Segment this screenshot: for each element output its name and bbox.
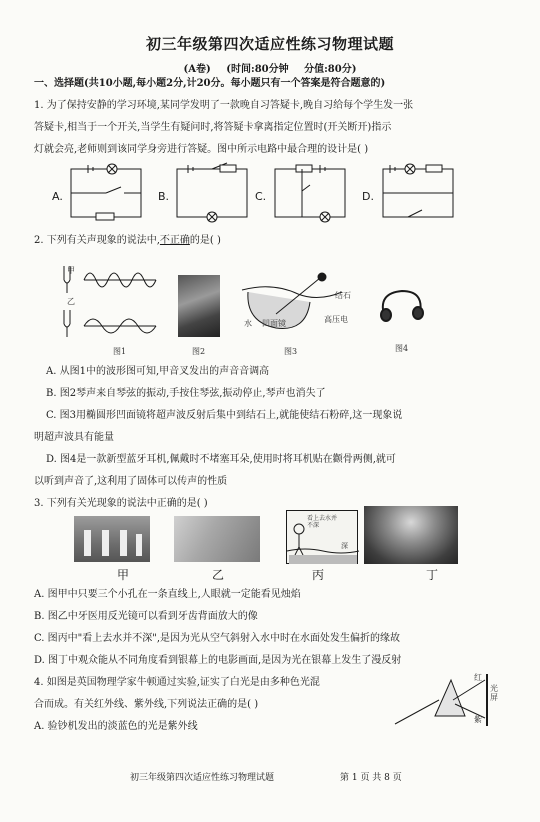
- q1-circuit-a: [66, 163, 146, 223]
- q1-circuit-b: [172, 163, 252, 223]
- q3-caption-yi: 乙: [212, 568, 225, 582]
- q2-fig1-waveforms: [60, 260, 160, 342]
- q3-cartoon-speech: 看上去水并不深: [307, 515, 338, 529]
- q2-fig3-label-water: 水: [244, 319, 252, 328]
- q2-fig1-label-yi: 乙: [67, 297, 75, 306]
- q2-fig3-label-voltage: 高压电: [324, 315, 348, 324]
- q2-option-c: C. 图3用椭圆形凹面镜将超声波反射后集中到结石上,就能使结石粉碎,这一现象说: [46, 410, 403, 421]
- q4-label-screen: 光屏: [490, 684, 498, 702]
- q1-option-d-label: D.: [362, 190, 374, 203]
- q4-line-1: 4. 如图是英国物理学家牛顿通过实验,证实了白光是由多种色光混: [34, 677, 320, 688]
- q1-circuit-d: [378, 163, 458, 223]
- q4-label-violet: 紫: [474, 715, 482, 724]
- q2-stem-emphasis: 不正确: [159, 235, 190, 246]
- section-heading: 一、选择题(共10小题,每小题2分,计20分。每小题只有一个答案是符合题意的): [34, 78, 386, 89]
- exam-title: 初三年级第四次适应性练习物理试题: [145, 35, 394, 53]
- q1-line-1: 1. 为了保持安静的学习环境,某同学发明了一款晚自习答疑卡,晚自习给每个学生发一张: [34, 100, 414, 111]
- q2-caption-fig3: 图3: [284, 347, 298, 356]
- q3-cartoon-deep: 深: [341, 542, 348, 550]
- q4-option-a: A. 验钞机发出的淡蓝色的光是紫外线: [34, 721, 198, 732]
- q3-photo-yi-dentist: [174, 516, 260, 562]
- q1-line-2: 答疑卡,相当于一个开关,当学生有疑问时,将答疑卡拿离指定位置时(开关断开)指示: [34, 122, 392, 133]
- footer-title: 初三年级第四次适应性练习物理试题: [130, 773, 275, 783]
- q3-caption-jia: 甲: [117, 568, 130, 582]
- q4-line-2: 合而成。有关红外线、紫外线,下列说法正确的是( ): [34, 699, 259, 710]
- q3-stem: 3. 下列有关光现象的说法中正确的是( ): [34, 498, 208, 509]
- q1-line-3: 灯就会亮,老师则到该同学身旁进行答疑。图中所示电路中最合理的设计是( ): [34, 144, 369, 155]
- q2-fig4-headphone: [376, 285, 426, 325]
- q2-caption-fig4: 图4: [395, 344, 409, 353]
- footer-page-number: 第 1 页 共 8 页: [340, 773, 402, 783]
- q3-option-c: C. 图丙中"看上去水并不深",是因为光从空气斜射入水中时在水面处发生偏折的缘故: [34, 633, 401, 644]
- q3-caption-bing: 丙: [312, 568, 325, 582]
- q3-option-a: A. 图甲中只要三个小孔在一条直线上,人眼就一定能看见烛焰: [34, 589, 301, 600]
- q1-option-b-label: B.: [158, 190, 170, 203]
- q2-option-a: A. 从图1中的波形图可知,甲音叉发出的声音音调高: [46, 366, 270, 377]
- q3-option-b: B. 图乙中牙医用反光镜可以看到牙齿背面放大的像: [34, 611, 258, 622]
- q2-fig2-guitar-photo: [178, 275, 220, 337]
- q3-photo-ding-cinema: [364, 506, 458, 564]
- q2-fig3-label-mirror: 凹面镜: [262, 319, 286, 328]
- q1-option-a-label: A.: [52, 190, 63, 203]
- q1-option-c-label: C.: [255, 190, 267, 203]
- q2-option-d-cont: 以听到声音了,这利用了固体可以传声的性质: [34, 476, 228, 487]
- q2-caption-fig1: 图1: [113, 347, 127, 356]
- q2-stem-prefix: 2. 下列有关声现象的说法中,: [34, 235, 160, 246]
- q3-cartoon-bing: [286, 510, 358, 564]
- q2-fig3-label-stone: 结石: [335, 291, 351, 300]
- q2-option-d: D. 图4是一款新型蓝牙耳机,佩戴时不堵塞耳朵,使用时将耳机贴在颧骨两侧,就可: [46, 454, 396, 465]
- q3-photo-jia-candles: [74, 516, 150, 562]
- exam-score: 分值:80分): [304, 64, 357, 75]
- q1-circuit-c: [270, 163, 350, 223]
- q4-label-red: 红: [474, 673, 482, 682]
- q2-fig1-label-jia: 甲: [67, 266, 75, 275]
- q3-caption-ding: 丁: [426, 568, 439, 582]
- q2-stem: [34, 230, 221, 252]
- q3-option-d: D. 图丁中观众能从不同角度看到银幕上的电影画面,是因为光在银幕上发生了漫反射: [34, 655, 402, 666]
- q2-caption-fig2: 图2: [192, 347, 206, 356]
- q2-option-c-cont: 明超声波具有能量: [34, 432, 114, 443]
- exam-time: (时间:80分钟: [226, 64, 289, 75]
- q2-option-b: B. 图2琴声来自琴弦的振动,手按住琴弦,振动停止,琴声也消失了: [46, 388, 326, 399]
- paper-label: (A卷): [183, 64, 211, 75]
- q2-stem-suffix: 的是( ): [189, 235, 221, 246]
